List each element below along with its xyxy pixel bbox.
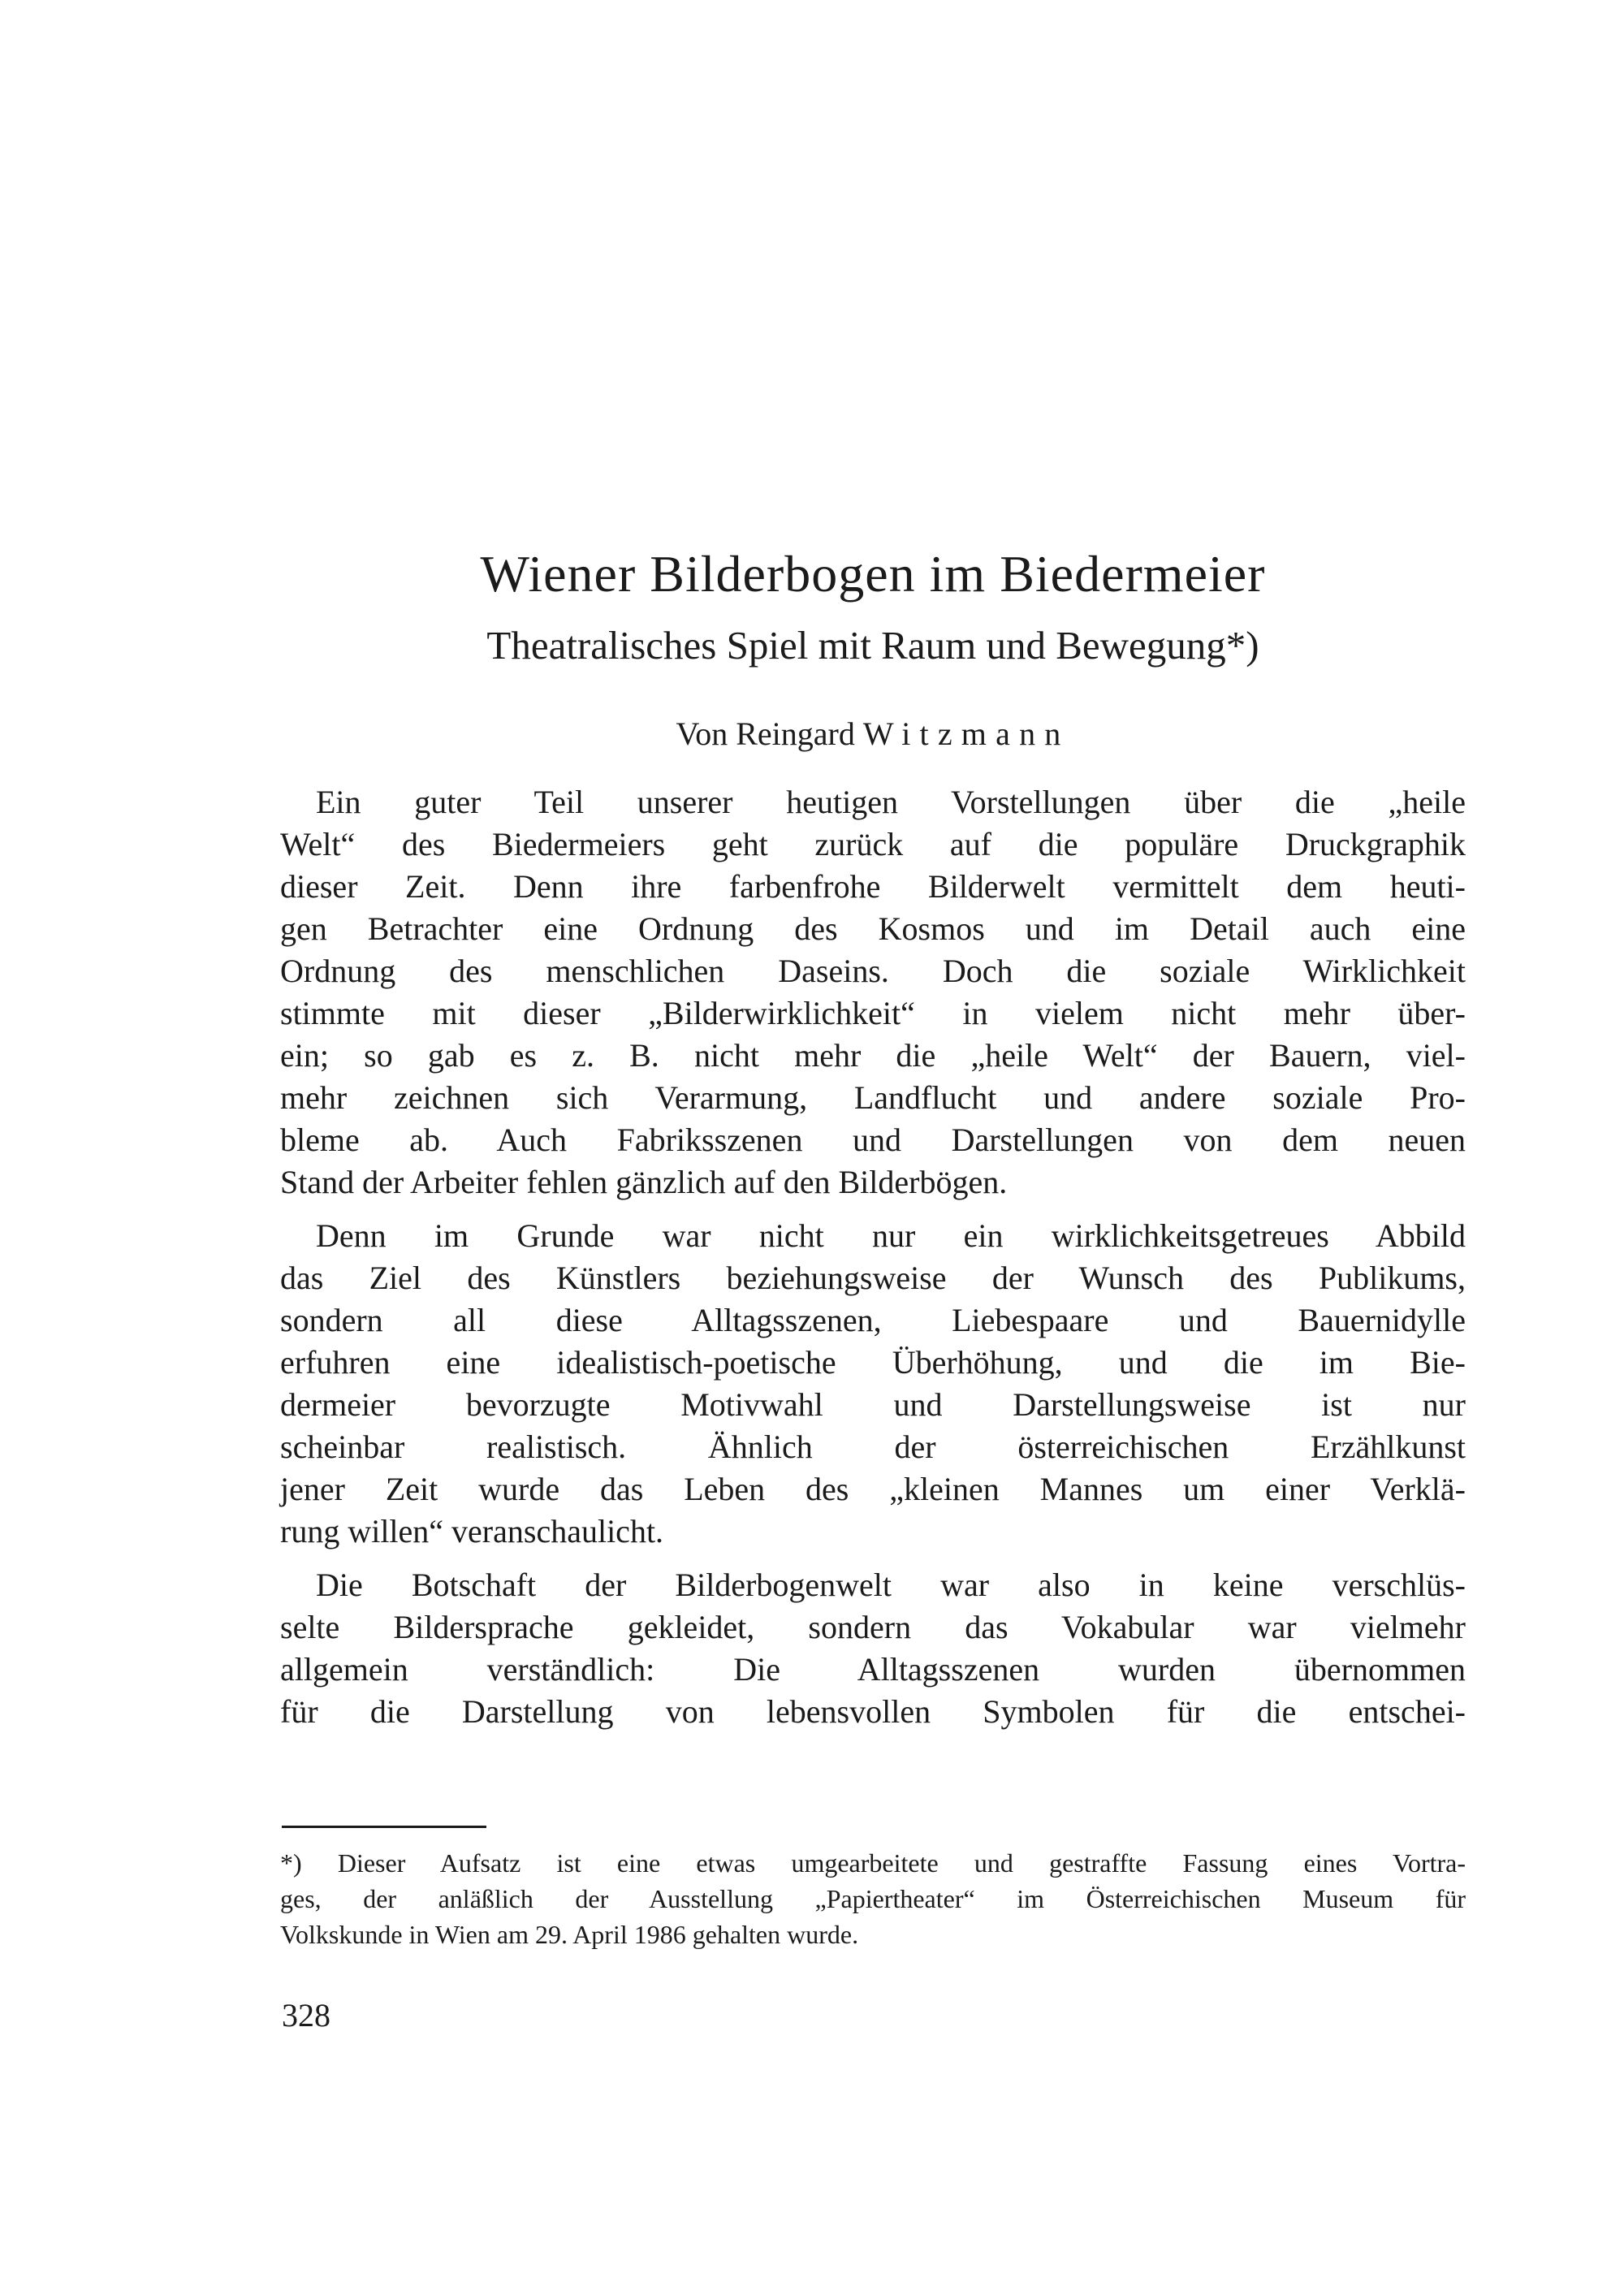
text-line: rung willen“ veranschaulicht. [280, 1513, 664, 1549]
text-line: scheinbar realistisch. Ähnlich der österreichischen Erzählkunst [280, 1428, 1466, 1465]
text-line: jener Zeit wurde das Leben des „kleinen Mannes um einer Verklä- [280, 1471, 1466, 1507]
text-line: sondern all diese Alltagsszenen, Liebespaare und Bauernidylle [280, 1302, 1466, 1338]
text-line: Volkskunde in Wien am 29. April 1986 gehalten wurde. [280, 1920, 859, 1949]
text-line: gen Betrachter eine Ordnung des Kosmos und im Detail auch eine [280, 910, 1466, 947]
text-line: *) Dieser Aufsatz ist eine etwas umgearbeitete und gestraffte Fassung eines Vortra- [280, 1848, 1466, 1878]
text-line: dieser Zeit. Denn ihre farbenfrohe Bilderwelt vermittelt dem heuti- [280, 868, 1466, 905]
page-number: 328 [282, 1997, 330, 2034]
paragraph [280, 1564, 1466, 1733]
byline [280, 716, 1466, 752]
text-line: bleme ab. Auch Fabriksszenen und Darstellungen von dem neuen [280, 1122, 1466, 1158]
text-line: Denn im Grunde war nicht nur ein wirklichkeitsgetreues Abbild [316, 1217, 1466, 1254]
text-line: Die Botschaft der Bilderbogenwelt war also in keine verschlüs- [316, 1567, 1466, 1603]
text-line: erfuhren eine idealistisch-poetische Überhöhung, und die im Bie- [280, 1344, 1466, 1381]
paragraph [280, 781, 1466, 1204]
article-subtitle: Theatralisches Spiel mit Raum und Bewegung*) [486, 623, 1259, 668]
paragraph [280, 1215, 1466, 1553]
byline-surname: Witzmann [862, 715, 1070, 752]
footnote [280, 1845, 1466, 1952]
article-title: Wiener Bilderbogen im Biedermeier [480, 545, 1266, 603]
text-line: selte Bildersprache gekleidet, sondern das Vokabular war vielmehr [280, 1609, 1466, 1645]
text-line: für die Darstellung von lebensvollen Symbolen für die entschei- [280, 1693, 1466, 1730]
text-line: stimmte mit dieser „Bilderwirklichkeit“ in vielem nicht mehr über- [280, 995, 1466, 1031]
text-column [280, 0, 1466, 2295]
text-line: Ordnung des menschlichen Daseins. Doch die soziale Wirklichkeit [280, 953, 1466, 989]
text-line: ges, der anläßlich der Ausstellung „Papiertheater“ im Österreichischen Museum für [280, 1884, 1466, 1913]
text-line: ein; so gab es z. B. nicht mehr die „heile Welt“ der Bauern, viel- [280, 1037, 1466, 1074]
text-line: das Ziel des Künstlers beziehungsweise der Wunsch des Publikums, [280, 1260, 1466, 1296]
byline-prefix: Von Reingard [676, 715, 863, 752]
article-body [280, 781, 1466, 1744]
text-line: dermeier bevorzugte Motivwahl und Darstellungsweise ist nur [280, 1386, 1466, 1423]
text-line: Stand der Arbeiter fehlen gänzlich auf den Bilderbögen. [280, 1164, 1008, 1200]
text-line: Welt“ des Biedermeiers geht zurück auf die populäre Druckgraphik [280, 826, 1466, 862]
text-line: Ein guter Teil unserer heutigen Vorstellungen über die „heile [316, 784, 1466, 820]
text-line: allgemein verständlich: Die Alltagsszenen wurden übernommen [280, 1651, 1466, 1688]
text-line: mehr zeichnen sich Verarmung, Landflucht und andere soziale Pro- [280, 1079, 1466, 1116]
footnote-divider [282, 1826, 486, 1828]
